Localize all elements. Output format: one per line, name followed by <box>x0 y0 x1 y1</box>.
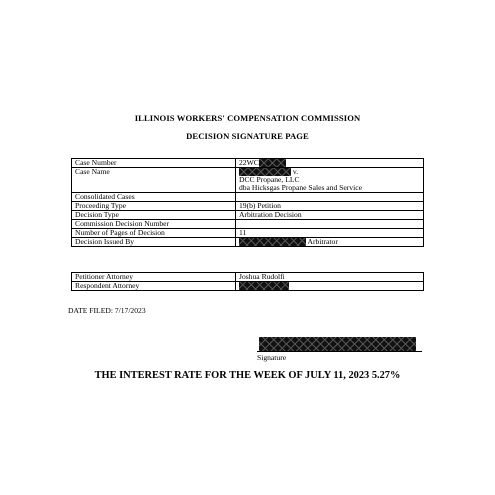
table-row <box>72 229 424 238</box>
page-title: DECISION SIGNATURE PAGE <box>186 131 309 141</box>
case-number-label: Case Number <box>72 159 236 168</box>
proceeding-type-value: 19(b) Petition <box>236 202 424 211</box>
case-number-value: 22WC <box>239 158 259 167</box>
petitioner-attorney-value: Joshua Rudolfi <box>236 273 424 282</box>
decision-type-label: Decision Type <box>72 211 236 220</box>
redaction-mark <box>239 238 306 246</box>
table-row <box>72 220 424 229</box>
petitioner-attorney-label: Petitioner Attorney <box>72 273 236 282</box>
date-filed: DATE FILED: 7/17/2023 <box>68 306 146 315</box>
consolidated-label: Consolidated Cases <box>72 193 236 202</box>
commission-number-value <box>236 220 424 229</box>
redaction-mark <box>259 337 416 351</box>
consolidated-value <box>236 193 424 202</box>
signature-line <box>257 336 422 352</box>
redaction-mark <box>259 159 286 167</box>
case-name-versus: v. <box>292 167 299 176</box>
signature-block <box>257 336 422 362</box>
commission-number-label: Commission Decision Number <box>72 220 236 229</box>
table-row <box>72 273 424 282</box>
table-row <box>72 282 424 291</box>
respondent-attorney-label: Respondent Attorney <box>72 282 236 291</box>
respondent-attorney-cell <box>236 282 424 291</box>
table-row <box>72 238 424 247</box>
pages-value: 11 <box>236 229 424 238</box>
commission-heading: ILLINOIS WORKERS' COMPENSATION COMMISSION <box>134 113 361 123</box>
issued-by-label: Decision Issued By <box>72 238 236 247</box>
case-info-table <box>71 158 424 247</box>
interest-rate-statement: THE INTEREST RATE FOR THE WEEK OF JULY 11, 2023 5.27% <box>94 370 401 381</box>
table-row <box>72 159 424 168</box>
decision-type-value: Arbitration Decision <box>236 211 424 220</box>
table-row <box>72 193 424 202</box>
table-row <box>72 168 424 193</box>
attorney-table <box>71 272 424 291</box>
issued-by-role: Arbitrator <box>307 237 338 246</box>
case-name-dba: dba Hicksgas Propane Sales and Service <box>239 183 362 192</box>
proceeding-type-label: Proceeding Type <box>72 202 236 211</box>
pages-label: Number of Pages of Decision <box>72 229 236 238</box>
case-number-cell <box>236 159 424 168</box>
case-name-respondent: DCC Propane, LLC <box>239 175 300 184</box>
issued-by-cell <box>236 238 424 247</box>
table-row <box>72 211 424 220</box>
signature-label: Signature <box>257 353 287 362</box>
table-row <box>72 202 424 211</box>
redaction-mark <box>239 282 289 290</box>
case-name-cell <box>236 168 424 193</box>
case-name-label: Case Name <box>72 168 236 193</box>
